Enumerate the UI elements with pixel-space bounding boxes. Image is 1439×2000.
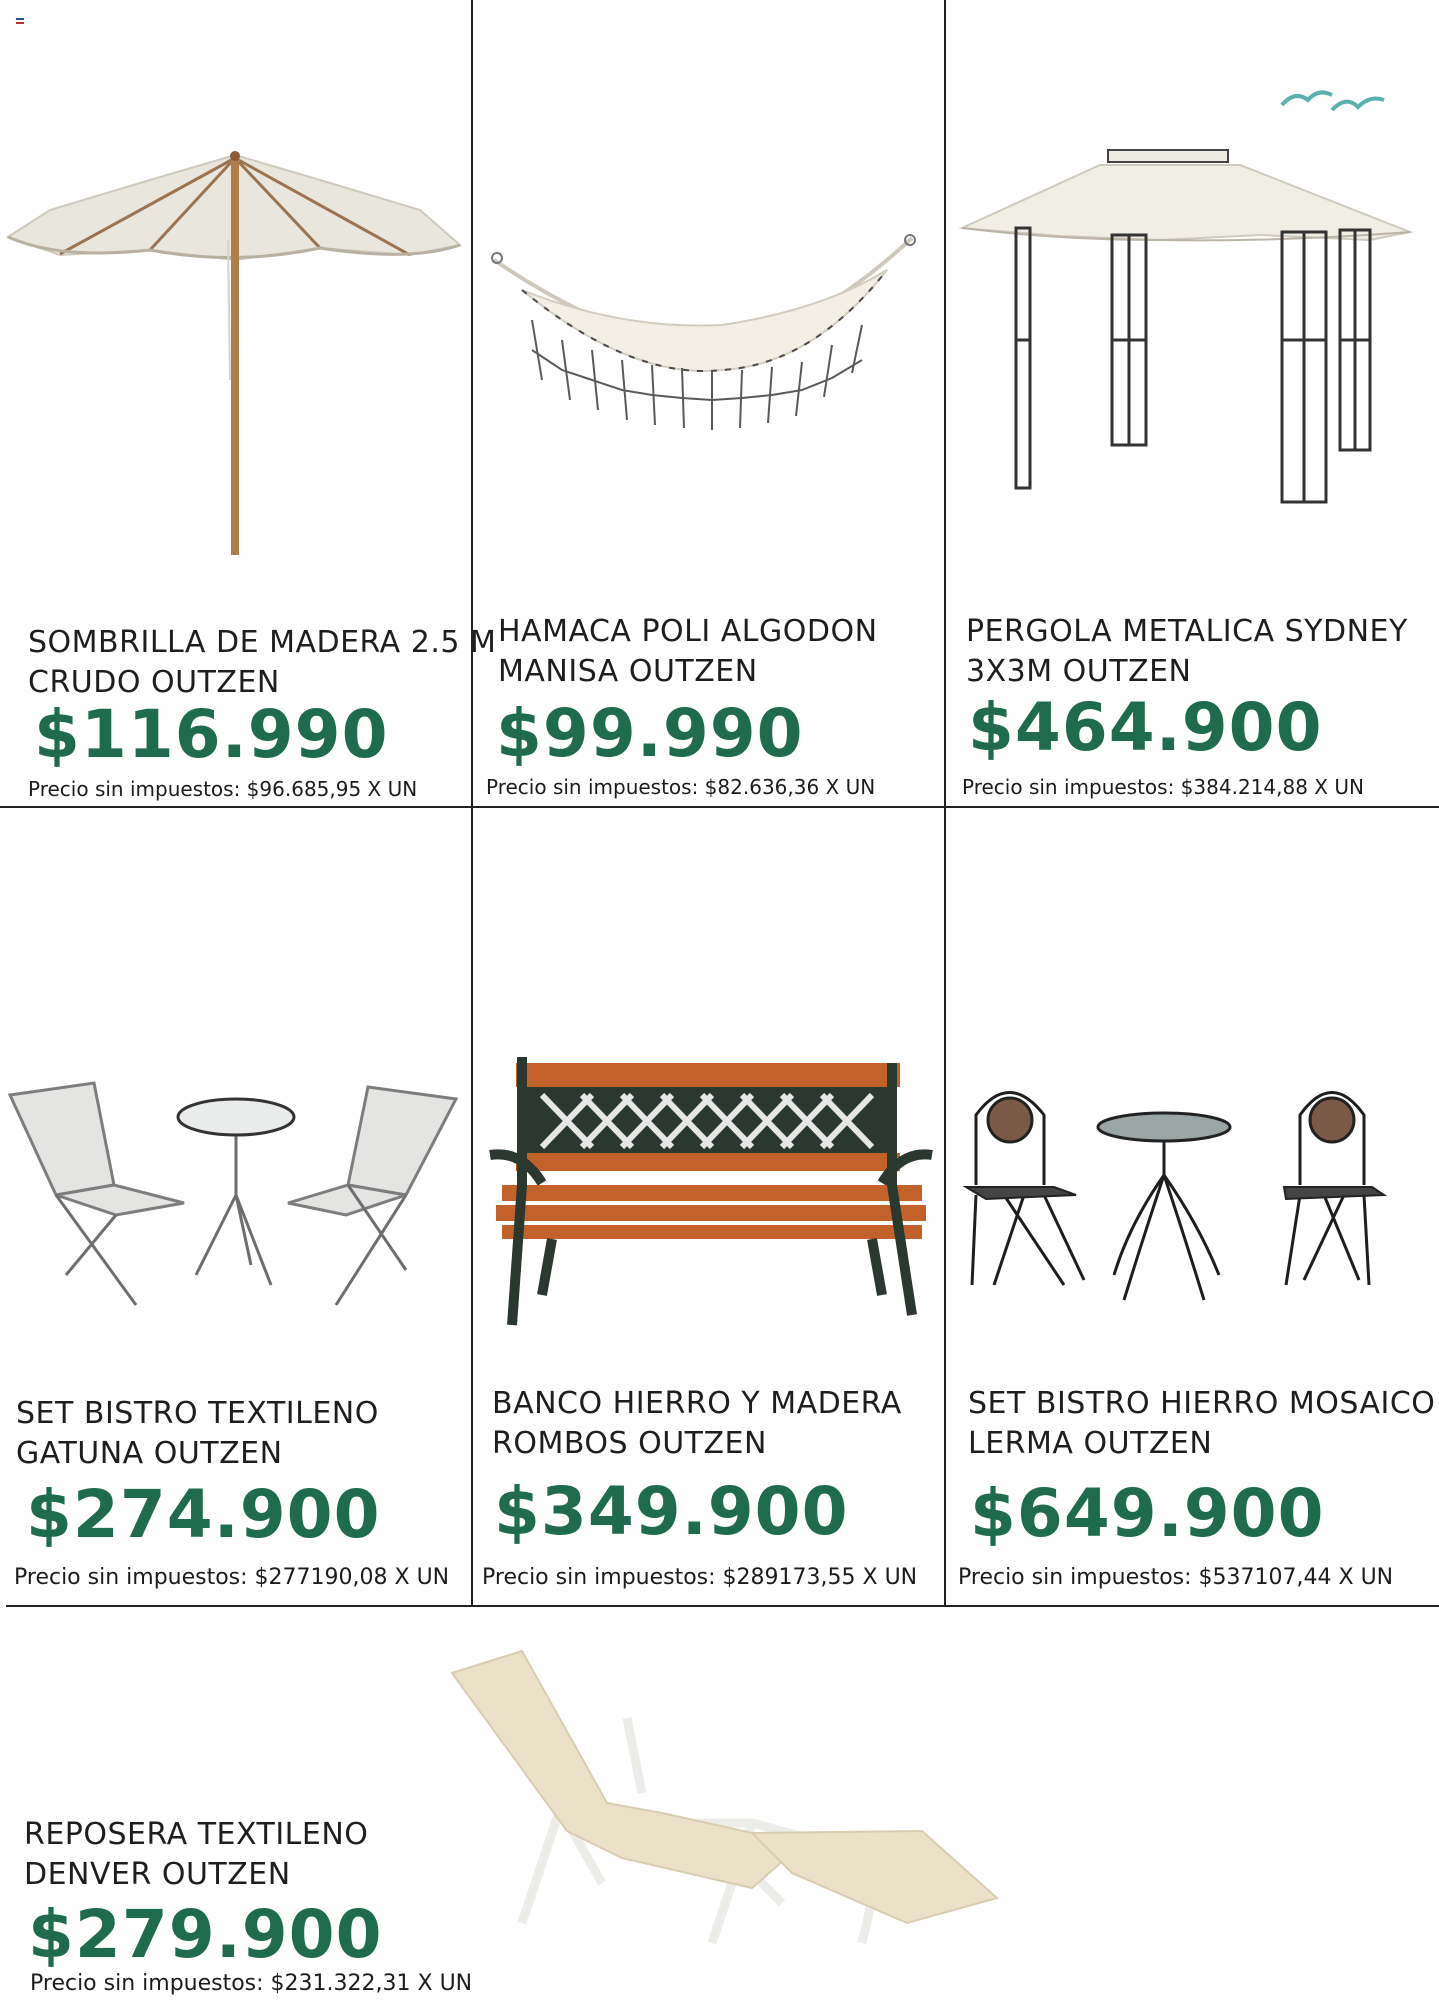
product-price: $99.990 (496, 695, 804, 772)
product-price: $116.990 (34, 696, 389, 773)
product-price: $464.900 (968, 689, 1323, 766)
column-divider (471, 0, 473, 1605)
bistro-mosaic-set-image (964, 1075, 1434, 1315)
product-name: PERGOLA METALICA SYDNEY 3X3M OUTZEN (966, 614, 1408, 689)
product-name: HAMACA POLI ALGODON MANISA OUTZEN (498, 614, 878, 689)
product-name: SET BISTRO HIERRO MOSAICO LERMA OUTZEN (968, 1386, 1436, 1461)
product-price: $274.900 (26, 1476, 381, 1553)
product-name: BANCO HIERRO Y MADERA ROMBOS OUTZEN (492, 1386, 902, 1461)
price-without-tax: Precio sin impuestos: $289173,55 X UN (482, 1565, 918, 1590)
product-name: SOMBRILLA DE MADERA 2.5 M CRUDO OUTZEN (28, 625, 497, 700)
column-divider (944, 0, 946, 1605)
umbrella-image (0, 150, 470, 570)
product-name: REPOSERA TEXTILENO DENVER OUTZEN (24, 1817, 369, 1892)
flag-icon (16, 18, 24, 24)
price-without-tax: Precio sin impuestos: $231.322,31 X UN (30, 1971, 473, 1996)
product-price: $279.900 (28, 1896, 383, 1973)
lounger-image (452, 1643, 1012, 1973)
bench-image (482, 1055, 942, 1340)
product-price: $349.900 (494, 1473, 849, 1550)
product-name: SET BISTRO TEXTILENO GATUNA OUTZEN (16, 1396, 379, 1471)
price-without-tax: Precio sin impuestos: $96.685,95 X UN (28, 777, 418, 801)
hammock-image (492, 230, 922, 470)
price-without-tax: Precio sin impuestos: $277190,08 X UN (14, 1565, 450, 1590)
price-without-tax: Precio sin impuestos: $537107,44 X UN (958, 1565, 1394, 1590)
row-divider (0, 806, 1439, 808)
price-without-tax: Precio sin impuestos: $82.636,36 X UN (486, 775, 876, 799)
price-without-tax: Precio sin impuestos: $384.214,88 X UN (962, 775, 1364, 799)
pergola-image (960, 140, 1420, 510)
birds-decoration (1280, 85, 1390, 125)
bistro-textile-set-image (6, 1075, 466, 1315)
product-price: $649.900 (970, 1475, 1325, 1552)
row-divider (6, 1605, 1439, 1607)
